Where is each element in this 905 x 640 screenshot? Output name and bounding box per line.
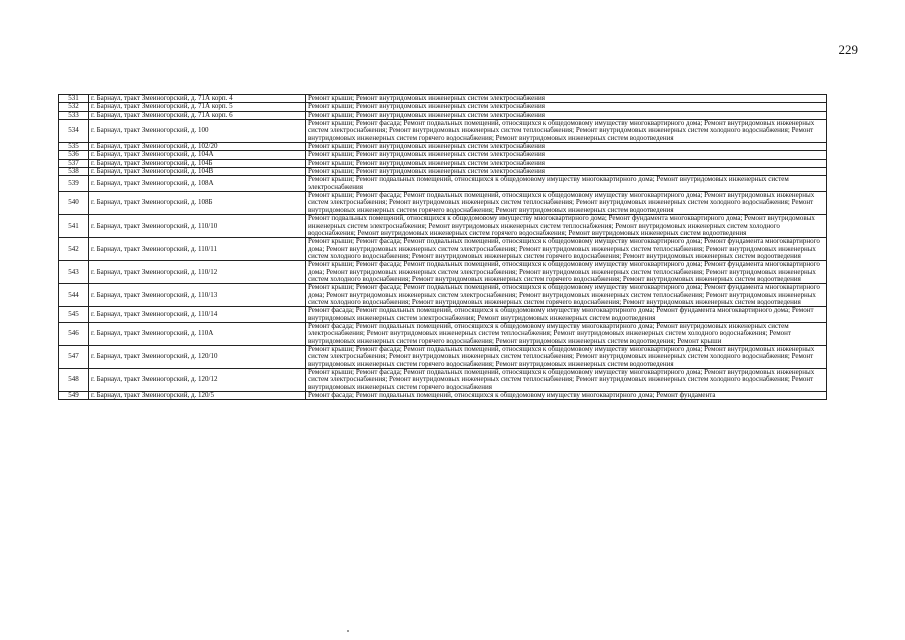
address-cell: г. Барнаул, тракт Змеиногорский, д. 110/12 [89,261,306,284]
row-number-cell: 531 [59,95,89,103]
works-cell: Ремонт крыши; Ремонт внутридомовых инженерных систем электроснабжения [306,111,827,119]
address-cell: г. Барнаул, тракт Змеиногорский, д. 71А корп. 4 [89,95,306,103]
row-number-cell: 535 [59,143,89,151]
address-cell: г. Барнаул, тракт Змеиногорский, д. 102/20 [89,143,306,151]
row-number-cell: 545 [59,307,89,323]
row-number-cell: 547 [59,346,89,369]
table-row [59,261,827,284]
table-row [59,369,827,392]
row-number-cell: 538 [59,168,89,176]
table-row [59,176,827,192]
works-cell: Ремонт крыши; Ремонт фасада; Ремонт подвальных помещений, относящихся к общедомовому имуществу многоквартирного дома; Ремонт внутридомовых инженерных систем электроснабжения; Ремонт внутридомовых инженерных систем теплоснабжения; Ремонт внутридомовых инженерных систем холодного водоснабжения; Ремонт внутридомовых инженерных систем горячего водоснабжения; Ремонт внутридомовых инженерных систем водоотведения [306,346,827,369]
row-number-cell: 537 [59,159,89,167]
table-row [59,143,827,151]
row-number-cell: 546 [59,322,89,345]
row-number-cell: 534 [59,120,89,143]
address-cell: г. Барнаул, тракт Змеиногорский, д. 71А корп. 6 [89,111,306,119]
works-cell: Ремонт крыши; Ремонт внутридомовых инженерных систем электроснабжения [306,143,827,151]
row-number-cell: 536 [59,151,89,159]
table-row [59,95,827,103]
table-row [59,346,827,369]
works-cell: Ремонт крыши; Ремонт фасада; Ремонт подвальных помещений, относящихся к общедомовому имуществу многоквартирного дома; Ремонт внутридомовых инженерных систем электроснабжения; Ремонт внутридомовых инженерных систем теплоснабжения; Ремонт внутридомовых инженерных систем холодного водоснабжения; Ремонт внутридомовых инженерных систем горячего водоснабжения [306,369,827,392]
address-cell: г. Барнаул, тракт Змеиногорский, д. 71А корп. 5 [89,103,306,111]
row-number-cell: 542 [59,238,89,261]
table-row [59,151,827,159]
row-number-cell: 539 [59,176,89,192]
address-cell: г. Барнаул, тракт Змеиногорский, д. 120/10 [89,346,306,369]
works-cell: Ремонт крыши; Ремонт фасада; Ремонт подвальных помещений, относящихся к общедомовому имуществу многоквартирного дома; Ремонт фундамента многоквартирного дома; Ремонт внутридомовых инженерных систем электроснабжения; Ремонт внутридомовых инженерных систем теплоснабжения; Ремонт внутридомовых инженерных систем холодного водоснабжения; Ремонт внутридомовых инженерных систем горячего водоснабжения; Ремонт внутридомовых инженерных систем водоотведения [306,261,827,284]
address-cell: г. Барнаул, тракт Змеиногорский, д. 104В [89,168,306,176]
works-cell: Ремонт крыши; Ремонт фасада; Ремонт подвальных помещений, относящихся к общедомовому имуществу многоквартирного дома; Ремонт внутридомовых инженерных систем электроснабжения; Ремонт внутридомовых инженерных систем теплоснабжения; Ремонт внутридомовых инженерных систем холодного водоснабжения; Ремонт внутридомовых инженерных систем горячего водоснабжения; Ремонт внутридомовых инженерных систем водоотведения [306,192,827,215]
works-cell: Ремонт крыши; Ремонт внутридомовых инженерных систем электроснабжения [306,151,827,159]
address-cell: г. Барнаул, тракт Змеиногорский, д. 120/12 [89,369,306,392]
table-row [59,111,827,119]
row-number-cell: 543 [59,261,89,284]
page-number: 229 [838,42,858,57]
table-row [59,238,827,261]
works-cell: Ремонт фасада; Ремонт подвальных помещений, относящихся к общедомовому имуществу многоквартирного дома; Ремонт фундамента многоквартирного дома; Ремонт внутридомовых инженерных систем электроснабжения; Ремонт внутридомовых инженерных систем водоотведения [306,307,827,323]
table-row [59,103,827,111]
works-cell: Ремонт крыши; Ремонт внутридомовых инженерных систем электроснабжения [306,103,827,111]
address-cell: г. Барнаул, тракт Змеиногорский, д. 108А [89,176,306,192]
scan-speck [347,630,349,632]
table-row [59,284,827,307]
address-cell: г. Барнаул, тракт Змеиногорский, д. 120/5 [89,392,306,400]
table-row [59,192,827,215]
works-cell: Ремонт крыши; Ремонт фасада; Ремонт подвальных помещений, относящихся к общедомовому имуществу многоквартирного дома; Ремонт внутридомовых инженерных систем электроснабжения; Ремонт внутридомовых инженерных систем теплоснабжения; Ремонт внутридомовых инженерных систем холодного водоснабжения; Ремонт внутридомовых инженерных систем горячего водоснабжения; Ремонт внутридомовых инженерных систем водоотведения [306,120,827,143]
address-cell: г. Барнаул, тракт Змеиногорский, д. 110/11 [89,238,306,261]
works-cell: Ремонт крыши; Ремонт внутридомовых инженерных систем электроснабжения [306,159,827,167]
table-row [59,322,827,345]
works-cell: Ремонт крыши; Ремонт внутридомовых инженерных систем электроснабжения [306,95,827,103]
works-cell: Ремонт крыши; Ремонт фасада; Ремонт подвальных помещений, относящихся к общедомовому имуществу многоквартирного дома; Ремонт фундамента многоквартирного дома; Ремонт внутридомовых инженерных систем электроснабжения; Ремонт внутридомовых инженерных систем теплоснабжения; Ремонт внутридомовых инженерных систем холодного водоснабжения; Ремонт внутридомовых инженерных систем горячего водоснабжения; Ремонт внутридомовых инженерных систем водоотведения [306,238,827,261]
table-row [59,215,827,238]
works-cell: Ремонт фасада; Ремонт подвальных помещений, относящихся к общедомовому имуществу многоквартирного дома; Ремонт внутридомовых инженерных систем электроснабжения; Ремонт внутридомовых инженерных систем теплоснабжения; Ремонт внутридомовых инженерных систем холодного водоснабжения; Ремонт внутридомовых инженерных систем горячего водоснабжения; Ремонт внутридомовых инженерных систем водоотведения; Ремонт крыши [306,322,827,345]
row-number-cell: 541 [59,215,89,238]
table-row [59,307,827,323]
address-cell: г. Барнаул, тракт Змеиногорский, д. 110/13 [89,284,306,307]
address-cell: г. Барнаул, тракт Змеиногорский, д. 108Б [89,192,306,215]
address-cell: г. Барнаул, тракт Змеиногорский, д. 104Б [89,159,306,167]
works-cell: Ремонт крыши; Ремонт подвальных помещений, относящихся к общедомовому имуществу многоквартирного дома; Ремонт внутридомовых инженерных систем электроснабжения [306,176,827,192]
works-cell: Ремонт фасада; Ремонт подвальных помещений, относящихся к общедомовому имуществу многоквартирного дома; Ремонт фундамента [306,392,827,400]
table-body [59,95,827,400]
works-cell: Ремонт подвальных помещений, относящихся к общедомовому имуществу многоквартирного дома; Ремонт фундамента многоквартирного дома; Ремонт внутридомовых инженерных систем электроснабжения; Ремонт внутридомовых инженерных систем теплоснабжения; Ремонт внутридомовых инженерных систем холодного водоснабжения; Ремонт внутридомовых инженерных систем горячего водоснабжения; Ремонт внутридомовых инженерных систем водоотведения [306,215,827,238]
row-number-cell: 549 [59,392,89,400]
row-number-cell: 533 [59,111,89,119]
row-number-cell: 544 [59,284,89,307]
table-row [59,159,827,167]
works-cell: Ремонт крыши; Ремонт внутридомовых инженерных систем электроснабжения [306,168,827,176]
address-cell: г. Барнаул, тракт Змеиногорский, д. 100 [89,120,306,143]
address-cell: г. Барнаул, тракт Змеиногорский, д. 110/14 [89,307,306,323]
repair-works-table [58,94,827,400]
table-row [59,120,827,143]
address-cell: г. Барнаул, тракт Змеиногорский, д. 104А [89,151,306,159]
works-cell: Ремонт крыши; Ремонт фасада; Ремонт подвальных помещений, относящихся к общедомовому имуществу многоквартирного дома; Ремонт фундамента многоквартирного дома; Ремонт внутридомовых инженерных систем электроснабжения; Ремонт внутридомовых инженерных систем теплоснабжения; Ремонт внутридомовых инженерных систем холодного водоснабжения; Ремонт внутридомовых инженерных систем горячего водоснабжения; Ремонт внутридомовых инженерных систем водоотведения [306,284,827,307]
address-cell: г. Барнаул, тракт Змеиногорский, д. 110А [89,322,306,345]
address-cell: г. Барнаул, тракт Змеиногорский, д. 110/10 [89,215,306,238]
row-number-cell: 532 [59,103,89,111]
table-row [59,392,827,400]
table-row [59,168,827,176]
row-number-cell: 540 [59,192,89,215]
row-number-cell: 548 [59,369,89,392]
